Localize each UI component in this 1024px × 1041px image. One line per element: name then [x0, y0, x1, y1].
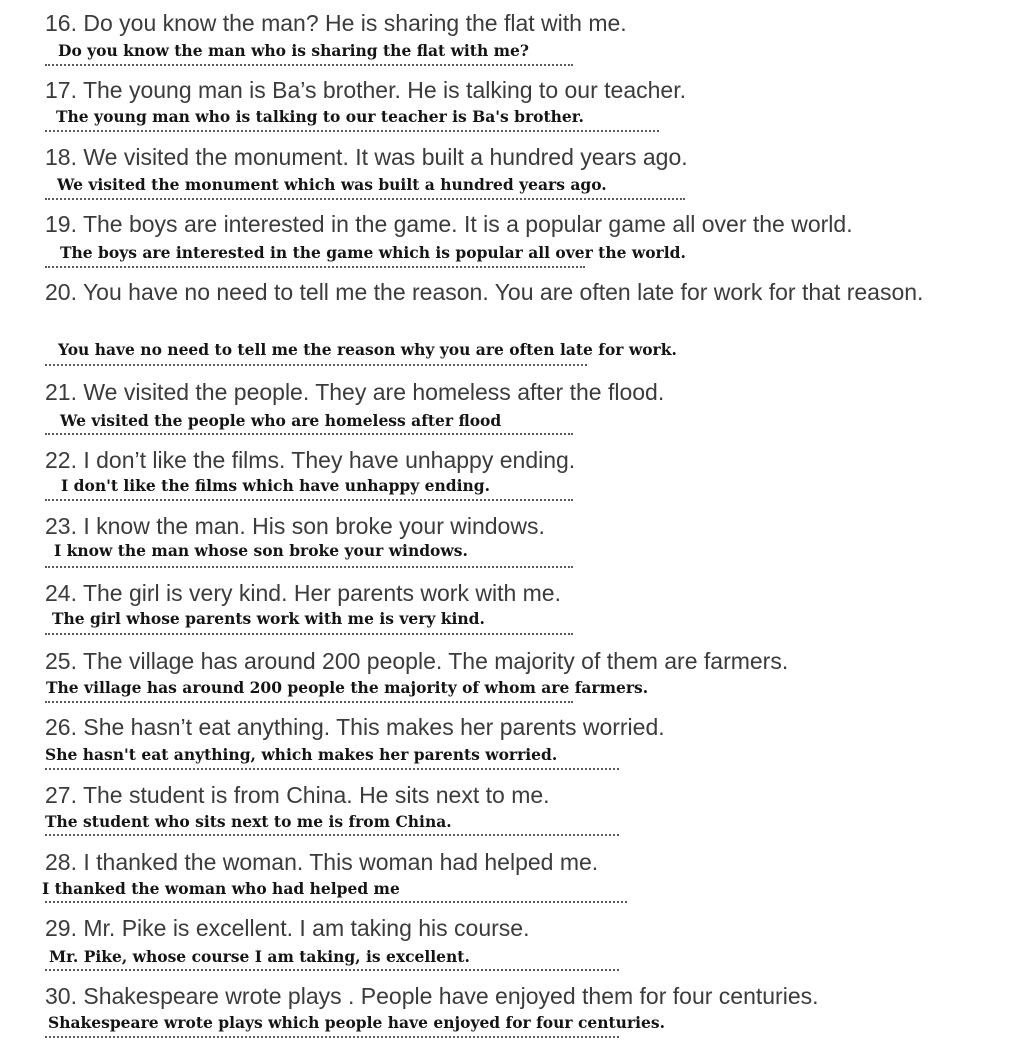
- answer-dotted-line: [45, 901, 627, 903]
- answer-text: The young man who is talking to our teacher is Ba's brother.: [56, 107, 584, 126]
- question-text: 22. I don’t like the films. They have unhappy ending.: [45, 447, 576, 473]
- answer-text: The girl whose parents work with me is very kind.: [52, 609, 485, 628]
- answer-text: The village has around 200 people the majority of whom are farmers.: [46, 678, 649, 697]
- answer-dotted-line: [45, 969, 619, 971]
- answer-dotted-line: [45, 433, 573, 435]
- answer-dotted-line: [45, 768, 619, 770]
- answer-dotted-line: [45, 64, 573, 66]
- answer-dotted-line: [45, 198, 685, 200]
- answer-text: I don't like the films which have unhappy ending.: [61, 476, 491, 495]
- question-text: 17. The young man is Ba’s brother. He is talking to our teacher.: [45, 77, 686, 103]
- question-text: 21. We visited the people. They are homeless after the flood.: [45, 379, 665, 405]
- answer-text: I know the man whose son broke your windows.: [54, 541, 468, 560]
- question-text: 27. The student is from China. He sits next to me.: [45, 782, 550, 808]
- question-text: 28. I thanked the woman. This woman had helped me.: [45, 849, 599, 875]
- answer-text: Do you know the man who is sharing the flat with me?: [58, 41, 529, 60]
- question-text: 24. The girl is very kind. Her parents work with me.: [45, 580, 561, 606]
- answer-text: Shakespeare wrote plays which people have enjoyed for four centuries.: [48, 1013, 665, 1032]
- answer-dotted-line: [45, 566, 573, 568]
- answer-text: You have no need to tell me the reason why you are often late for work.: [58, 340, 677, 359]
- question-text: 20. You have no need to tell me the reason. You are often late for work for that reason.: [45, 279, 924, 305]
- answer-dotted-line: [45, 266, 585, 268]
- question-text: 29. Mr. Pike is excellent. I am taking his course.: [45, 915, 530, 941]
- answer-dotted-line: [45, 701, 573, 703]
- answer-text: The student who sits next to me is from China.: [45, 812, 452, 831]
- answer-text: Mr. Pike, whose course I am taking, is excellent.: [49, 947, 470, 966]
- question-text: 25. The village has around 200 people. The majority of them are farmers.: [45, 648, 789, 674]
- question-text: 16. Do you know the man? He is sharing the flat with me.: [45, 10, 627, 36]
- answer-text: I thanked the woman who had helped me: [42, 879, 400, 898]
- question-text: 23. I know the man. His son broke your windows.: [45, 513, 545, 539]
- answer-text: The boys are interested in the game which is popular all over the world.: [60, 243, 686, 262]
- question-text: 19. The boys are interested in the game. It is a popular game all over the world.: [45, 211, 853, 237]
- question-text: 18. We visited the monument. It was built a hundred years ago.: [45, 144, 688, 170]
- answer-text: She hasn't eat anything, which makes her parents worried.: [45, 745, 558, 764]
- question-text: 30. Shakespeare wrote plays . People have enjoyed them for four centuries.: [45, 983, 819, 1009]
- answer-dotted-line: [45, 834, 619, 836]
- answer-dotted-line: [45, 499, 573, 501]
- answer-text: We visited the people who are homeless after flood: [60, 411, 502, 430]
- answer-dotted-line: [45, 633, 573, 635]
- question-text: 26. She hasn’t eat anything. This makes her parents worried.: [45, 714, 665, 740]
- answer-dotted-line: [45, 364, 587, 366]
- answer-dotted-line: [45, 1036, 619, 1038]
- answer-dotted-line: [45, 130, 659, 132]
- answer-text: We visited the monument which was built a hundred years ago.: [57, 175, 607, 194]
